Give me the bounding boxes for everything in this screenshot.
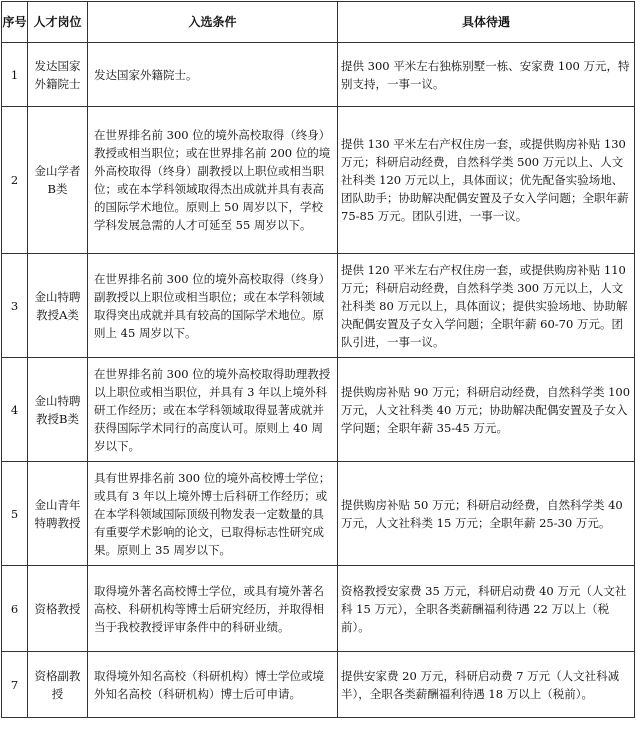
- row-benefit: 提供 130 平米左右产权住房一套，或提供购房补贴 130 万元；科研启动经费，自然科学类 500 万元以上、人文社科类 120 万元以上，具体面议；优先配备实验场地、团队助手；协助解决配偶安置及子女入学问题；全职年薪 75-85 万元。团队引进，一事一议。: [338, 107, 635, 254]
- header-position-label: 人才岗位: [33, 15, 82, 29]
- header-position: [28, 2, 88, 43]
- row-requirement: 在世界排名前 300 位的境外高校取得（终身）教授或相当职位；或在世界排名前 200 位的境外高校取得（终身）副教授以上职位或相当职位；或在本学科领域取得杰出成就并具有表高的国际学术地位。原则上 50 周岁以下，学校学科发展急需的人才可延至 55 周岁以下。: [88, 107, 338, 254]
- row-position-label: 资格教授: [34, 601, 81, 616]
- row-requirement: 在世界排名前 300 位的境外高校取得助理教授以上职位或相当职位，并具有 3 年以上境外科研工作经历；或在本学科领域取得显著成就并获得国际学术同行的高度认可。原则上 40 周岁以下。: [88, 358, 338, 462]
- row-position: [28, 566, 88, 652]
- table-header-row: [2, 2, 635, 43]
- table-row: [2, 107, 635, 254]
- table-row: [2, 652, 635, 718]
- header-requirement: 入选条件: [88, 2, 338, 43]
- row-position-label: 金山特聘教授A类: [34, 289, 81, 322]
- row-benefit: 提供 300 平米左右独栋别墅一栋、安家费 100 万元，特别支持，一事一议。: [338, 43, 635, 107]
- row-position: [28, 462, 88, 566]
- row-no: 7: [2, 652, 28, 718]
- row-no: 6: [2, 566, 28, 652]
- row-benefit: 提供安家费 20 万元，科研启动费 7 万元（人文社科减半），全职各类薪酬福利待遇 18 万以上（税前）。: [338, 652, 635, 718]
- row-no: 4: [2, 358, 28, 462]
- row-requirement: 取得境外著名高校博士学位，或具有境外著名高校、科研机构等博士后研究经历，并取得相当于我校教授评审条件中的科研业绩。: [88, 566, 338, 652]
- talent-benefits-table: [1, 1, 635, 718]
- row-no: 5: [2, 462, 28, 566]
- row-position-label: 发达国家外籍院士: [34, 58, 81, 91]
- table-row: [2, 358, 635, 462]
- row-position: [28, 652, 88, 718]
- table-row: [2, 254, 635, 358]
- row-position-label: 金山特聘教授B类: [34, 393, 81, 426]
- row-position: [28, 254, 88, 358]
- row-requirement: 取得境外知名高校（科研机构）博士学位或境外知名高校（科研机构）博士后可申请。: [88, 652, 338, 718]
- row-position-label: 金山学者B类: [34, 164, 81, 196]
- row-position-label: 资格副教授: [34, 668, 81, 701]
- row-benefit: 提供购房补贴 50 万元；科研启动经费，自然科学类 40 万元，人文社科类 15 万元；全职年薪 25-30 万元。: [338, 462, 635, 566]
- row-requirement: 具有世界排名前 300 位的境外高校博士学位；或具有 3 年以上境外博士后科研工作经历；或在本学科领域国际顶级刊物发表一定数量的具有重要学术影响的论文，已取得标志性研究成果。原则上 35 周岁以下。: [88, 462, 338, 566]
- row-position: [28, 43, 88, 107]
- row-benefit: 资格教授安家费 35 万元，科研启动费 40 万元（人文社科 15 万元），全职各类薪酬福利待遇 22 万以上（税前）。: [338, 566, 635, 652]
- row-no: 3: [2, 254, 28, 358]
- header-benefit: 具体待遇: [338, 2, 635, 43]
- row-benefit: 提供 120 平米左右产权住房一套，或提供购房补贴 110 万元；科研启动经费，自然科学类 300 万元以上，人文社科类 80 万元以上，具体面议；提供实验场地、协助解决配偶安置及子女入学问题；全职年薪 60-70 万元。团队引进，一事一议。: [338, 254, 635, 358]
- row-requirement: 发达国家外籍院士。: [88, 43, 338, 107]
- table-row: [2, 43, 635, 107]
- row-no: 1: [2, 43, 28, 107]
- table-row: [2, 566, 635, 652]
- row-benefit: 提供购房补贴 90 万元；科研启动经费，自然科学类 100 万元，人文社科类 40 万元；协助解决配偶安置及子女入学问题；全职年薪 35-45 万元。: [338, 358, 635, 462]
- table-row: [2, 462, 635, 566]
- header-no: 序号: [2, 2, 28, 43]
- row-position: [28, 358, 88, 462]
- row-position-label: 金山青年特聘教授: [34, 497, 81, 530]
- row-no: 2: [2, 107, 28, 254]
- row-requirement: 在世界排名前 300 位的境外高校取得（终身）副教授以上职位或相当职位；或在本学科领域取得突出成就并具有较高的国际学术地位。原则上 45 周岁以下。: [88, 254, 338, 358]
- row-position: [28, 107, 88, 254]
